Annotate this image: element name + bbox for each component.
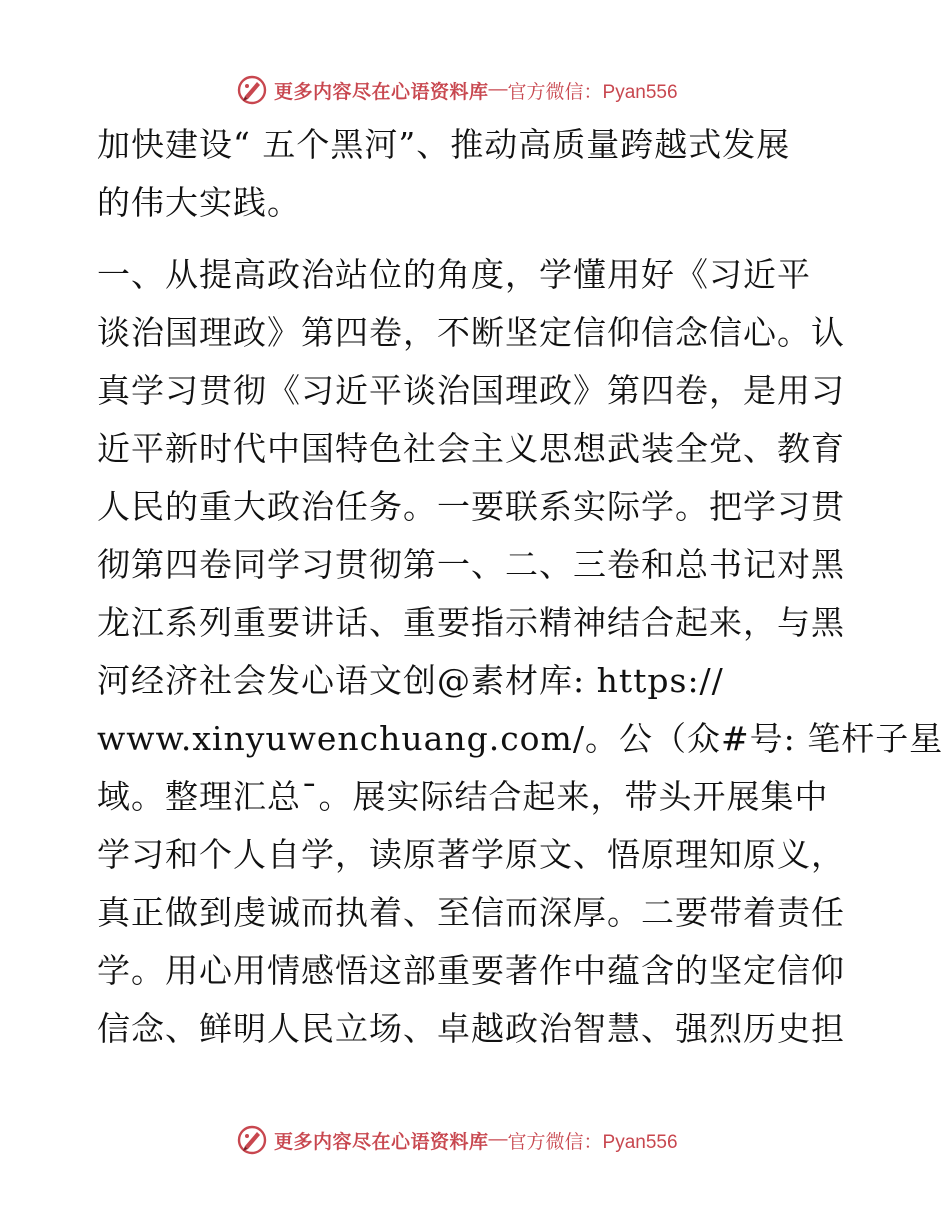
paragraph-1 <box>97 116 857 232</box>
header-contact-text: 官方微信：Pyan556 <box>507 81 678 103</box>
text-line: 谈治国理政》第四卷，不断坚定信仰信念信心。认 <box>97 313 845 352</box>
text-line: 河经济社会发心语文创@素材库: https:// <box>97 661 724 700</box>
footer-contact-text: 官方微信：Pyan556 <box>507 1131 678 1153</box>
paragraph-2 <box>97 246 944 1058</box>
text-line: 真学习贯彻《习近平谈治国理政》第四卷，是用习 <box>97 371 845 410</box>
body-text <box>97 116 944 1058</box>
text-line: 的伟大实践。 <box>97 183 301 222</box>
text-line: 龙江系列重要讲话、重要指示精神结合起来，与黑 <box>97 603 845 642</box>
text-line: 彻第四卷同学习贯彻第一、二、三卷和总书记对黑 <box>97 545 845 584</box>
text-line: www.xinyuwenchuang.com/。公（众#号: 笔杆子星 <box>97 719 944 758</box>
text-line: 一、从提高政治站位的角度，学懂用好《习近平 <box>97 255 811 294</box>
text-line: 信念、鲜明人民立场、卓越政治智慧、强烈历史担 <box>97 1009 845 1048</box>
text-line: 近平新时代中国特色社会主义思想武装全党、教育 <box>97 429 845 468</box>
text-line: 人民的重大政治任务。一要联系实际学。把学习贯 <box>97 487 845 526</box>
footer-banner <box>236 1122 678 1158</box>
brand-logo-icon <box>236 1124 268 1156</box>
text-line: 加快建设“ 五个黑河”、推动高质量跨越式发展 <box>97 125 791 164</box>
header-banner <box>236 72 678 108</box>
text-line: 学。用心用情感悟这部重要著作中蕴含的坚定信仰 <box>97 951 845 990</box>
footer-banner-separator: — <box>488 1129 508 1150</box>
brand-logo-icon <box>236 74 268 106</box>
header-banner-separator: — <box>488 79 508 100</box>
header-banner-text: 更多内容尽在心语资料库 <box>274 81 489 103</box>
footer-banner-text: 更多内容尽在心语资料库 <box>274 1131 489 1153</box>
text-line: 域。整理汇总¯。展实际结合起来，带头开展集中 <box>97 777 829 816</box>
text-line: 真正做到虔诚而执着、至信而深厚。二要带着责任 <box>97 893 845 932</box>
text-line: 学习和个人自学，读原著学原文、悟原理知原义， <box>97 835 845 874</box>
